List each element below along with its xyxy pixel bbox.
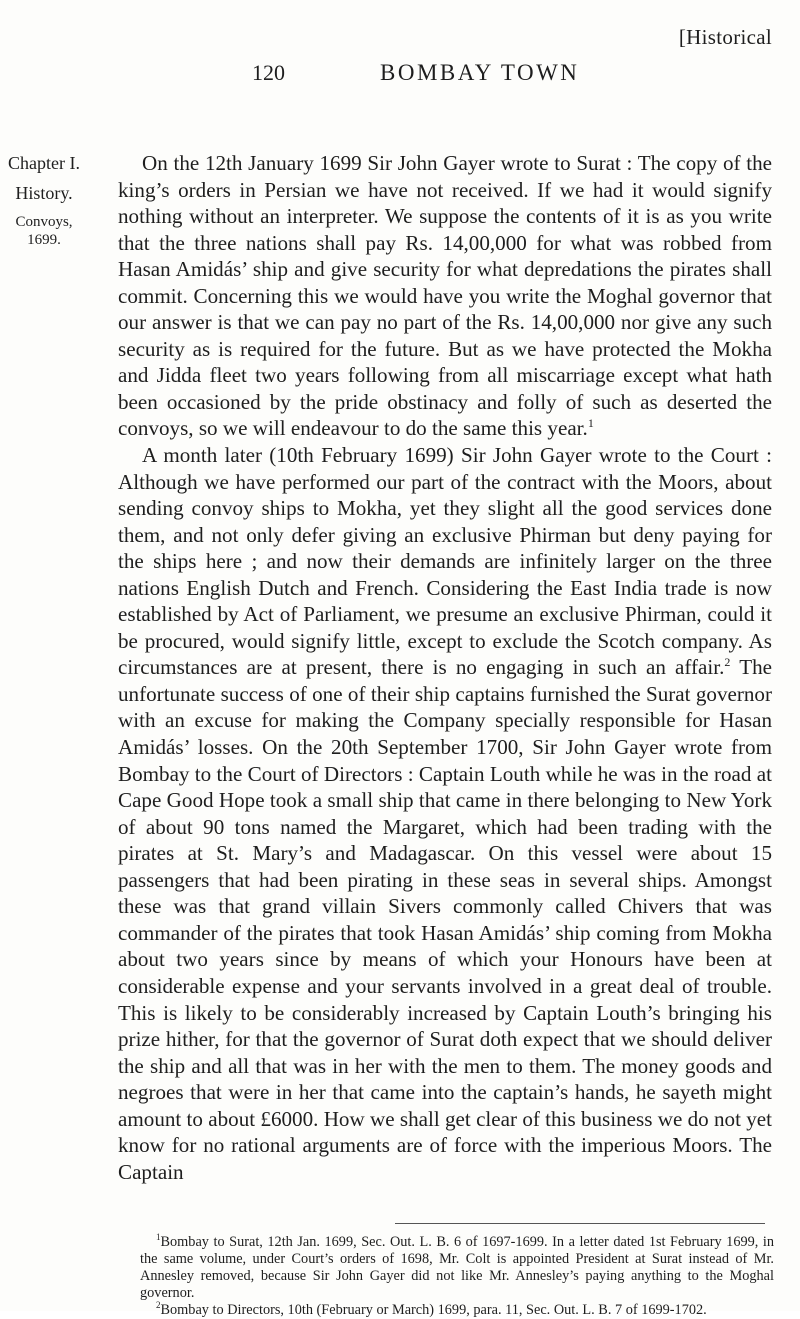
- footnote-text: Bombay to Surat, 12th Jan. 1699, Sec. Out. L. B. 6 of 1697-1699. In a letter dated 1st February 1699, in the same volume, under Court’s orders of 1698, Mr. Colt is appointed President at Surat instead of Mr. Annesley removed, because Sir John Gayer did not like Mr. Annesley’s paying anything to the Moghal governor.: [140, 1234, 774, 1301]
- paragraph: [118, 150, 772, 442]
- footnote-reference: 2: [724, 655, 731, 670]
- sidenote-chapter: Chapter I.: [8, 153, 80, 173]
- section-tag: [Historical: [678, 25, 772, 49]
- footnotes: [140, 1234, 774, 1319]
- footnote: [140, 1234, 774, 1302]
- running-head: [0, 25, 800, 85]
- footnote-marker: 2: [156, 1300, 161, 1311]
- margin-sidenote: [3, 153, 85, 249]
- footnote-text: Bombay to Directors, 10th (February or March) 1699, para. 11, Sec. Out. L. B. 7 of 1699-1702.: [160, 1302, 707, 1318]
- sidenote-topic-year: 1699.: [27, 232, 61, 248]
- page-number: 120: [252, 60, 285, 85]
- paragraph: [118, 442, 772, 1185]
- paragraph-text-continued: The unfortunate success of one of their ship captains furnished the Surat governor with an excuse for making the Company specially responsible for Hasan Amidás’ losses. On the 20th September 1700, Sir John Gayer wrote from Bombay to the Court of Directors : Captain Louth while he was in the road at Cape Good Hope took a small ship that came in there belonging to New York of about 90 tons named the Margaret, which had been trading with the pirates at St. Mary’s and Madagascar. On this vessel were about 15 passengers that had been pirating in these seas in several ships. Amongst these was that grand villain Sivers commonly called Chivers that was commander of the pirates that took Hasan Amidás’ ship coming from Mokha about two years since by means of which your Honours have been at considerable expense and your servants involved in a great deal of trouble. This is likely to be considerably increased by Captain Louth’s bringing his prize hither, for that the governor of Surat doth expect that we should deliver the ship and all that was in her with the men to them. The money goods and negroes that were in her that came into the captain’s hands, he sayeth might amount to about £6000. How we shall get clear of this business we do not yet know for no rational arguments are of force with the imperious Moors. The Captain: [118, 655, 772, 1184]
- sidenote-history: History.: [15, 183, 73, 203]
- book-title: BOMBAY TOWN: [380, 60, 580, 85]
- paragraph-text: On the 12th January 1699 Sir John Gayer wrote to Surat : The copy of the king’s orders in Persian we have not received. If we had it would signify nothing without an interpreter. We suppose the contents of it is as you write that the three nations shall pay Rs. 14,00,000 for what was robbed from Hasan Amidás’ ship and give security for what depredations the pirates shall commit. Concerning this we would have you write the Moghal governor that our answer is that we can pay no part of the Rs. 14,00,000 nor give any such security as is required for the future. But as we have protected the Mokha and Jidda fleet two years following from all miscarriage except what hath been occasioned by the pride obstinacy and folly of such as deserted the convoys, so we will endeavour to do the same this year.: [118, 151, 772, 441]
- footnote-divider: [395, 1223, 765, 1224]
- sidenote-topic: [3, 213, 85, 249]
- paragraph-text: A month later (10th February 1699) Sir John Gayer wrote to the Court : Although we have performed our part of the contract with the Moors, about sending convoy ships to Mokha, yet they slight all the good services done them, and not only defer giving an exclusive Phirman but deny paying for the ships here ; and now their demands are infinitely larger on the three nations English Dutch and French. Considering the East India trade is now established by Act of Parliament, we presume an exclusive Phirman, could it be procured, would signify little, except to exclude the Scotch company. As circumstances are at present, there is no engaging in such an affair.: [118, 443, 772, 680]
- footnote-reference: 1: [587, 416, 594, 431]
- footnote-marker: 1: [156, 1232, 161, 1243]
- sidenote-topic-label: Convoys,: [15, 214, 73, 230]
- body-text: [118, 150, 772, 1185]
